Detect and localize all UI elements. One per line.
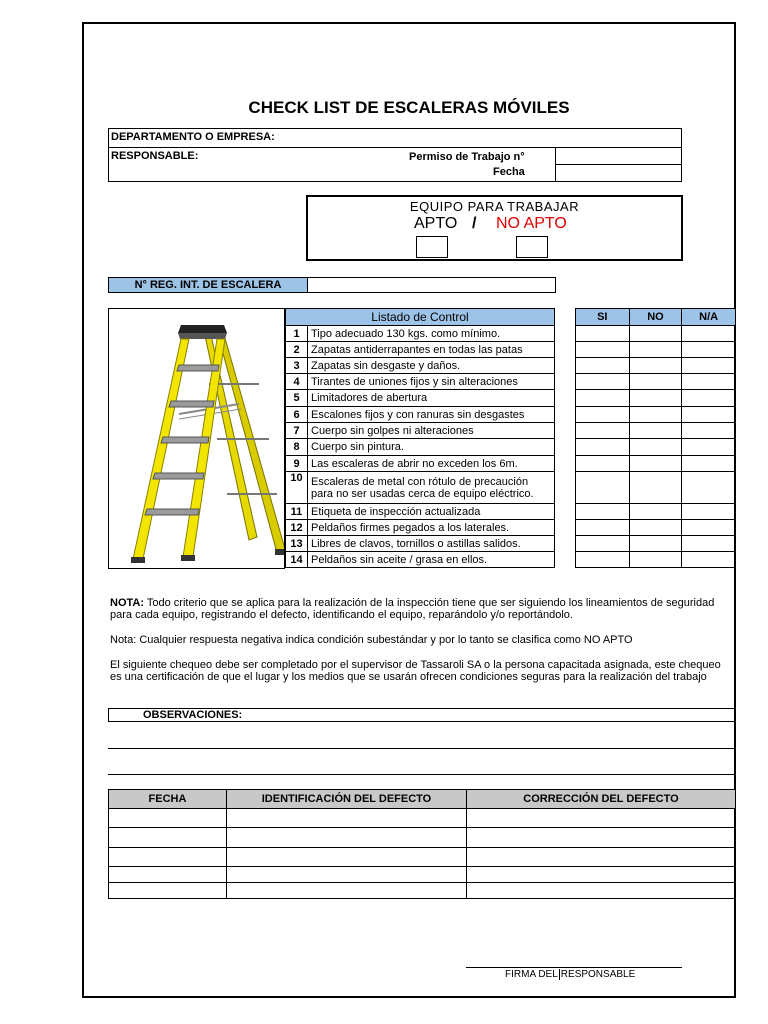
control-item: Limitadores de abertura bbox=[308, 390, 555, 407]
item-number: 12 bbox=[286, 520, 308, 536]
nota-text: Todo criterio que se aplica para la realización de la inspección tiene que ser siguiendo los lineamientos de seguridad para cada equipo, registrando el defecto, identificando el equipo, reparándolo y/o reportándolo. bbox=[110, 597, 715, 621]
answer-no-cell[interactable] bbox=[629, 552, 682, 568]
defect-ident-cell[interactable] bbox=[227, 883, 467, 899]
item-number: 14 bbox=[286, 552, 308, 568]
col-correccion: CORRECCIÓN DEL DEFECTO bbox=[467, 790, 736, 809]
equipo-title: EQUIPO PARA TRABAJAR bbox=[409, 199, 580, 214]
answer-si-cell[interactable] bbox=[576, 342, 630, 358]
nota3-paragraph: El siguiente chequeo debe ser completado por el supervisor de Tassaroli SA o la persona capacitada asignada, este chequeo es una certificación de que el lugar y los medios que se usarán ofrecen condiciones seguras para la realización del trabajo bbox=[110, 659, 721, 683]
defect-fecha-cell[interactable] bbox=[109, 867, 227, 883]
ladder-illustration bbox=[109, 309, 284, 568]
firma-part1: FIRMA DEL bbox=[505, 969, 558, 980]
answer-si-cell[interactable] bbox=[576, 439, 630, 456]
defect-corr-cell[interactable] bbox=[467, 828, 736, 848]
equipo-box bbox=[306, 195, 683, 261]
answer-no-cell[interactable] bbox=[629, 390, 682, 407]
fecha-label: Fecha bbox=[493, 166, 525, 178]
answer-no-cell[interactable] bbox=[629, 342, 682, 358]
control-item: Peldaños firmes pegados a los laterales. bbox=[308, 520, 555, 536]
answer-si-cell[interactable] bbox=[576, 536, 630, 552]
col-si: SI bbox=[576, 309, 630, 326]
divider bbox=[109, 147, 681, 148]
item-number: 5 bbox=[286, 390, 308, 407]
col-identificacion: IDENTIFICACIÓN DEL DEFECTO bbox=[227, 790, 467, 809]
answer-na-cell[interactable] bbox=[682, 536, 736, 552]
answer-na-cell[interactable] bbox=[682, 504, 736, 520]
defect-fecha-cell[interactable] bbox=[109, 828, 227, 848]
responsable-field[interactable] bbox=[209, 149, 399, 163]
control-item: Tirantes de uniones fijos y sin alteraciones bbox=[308, 374, 555, 390]
answer-na-cell[interactable] bbox=[682, 439, 736, 456]
item-number: 4 bbox=[286, 374, 308, 390]
answer-na-cell[interactable] bbox=[682, 407, 736, 423]
answer-na-cell[interactable] bbox=[682, 358, 736, 374]
firma-label bbox=[505, 969, 635, 980]
defect-fecha-cell[interactable] bbox=[109, 883, 227, 899]
answer-si-cell[interactable] bbox=[576, 407, 630, 423]
answer-na-cell[interactable] bbox=[682, 326, 736, 342]
control-item: Peldaños sin aceite / grasa en ellos. bbox=[308, 552, 555, 568]
defect-ident-cell[interactable] bbox=[227, 809, 467, 828]
departamento-label: DEPARTAMENTO O EMPRESA: bbox=[111, 131, 275, 143]
registro-label-text: N° REG. INT. DE ESCALERA bbox=[134, 279, 282, 291]
ladder-image bbox=[108, 308, 285, 569]
item-number: 10 bbox=[286, 472, 308, 504]
answer-na-cell[interactable] bbox=[682, 390, 736, 407]
firma-line[interactable] bbox=[466, 967, 682, 968]
answer-na-cell[interactable] bbox=[682, 423, 736, 439]
answer-na-cell[interactable] bbox=[682, 552, 736, 568]
registro-label bbox=[108, 277, 308, 293]
observaciones-box bbox=[108, 708, 736, 722]
col-na: N/A bbox=[682, 309, 736, 326]
control-item: Libres de clavos, tornillos o astillas salidos. bbox=[308, 536, 555, 552]
no-apto-label: NO APTO bbox=[496, 215, 567, 232]
answer-si-cell[interactable] bbox=[576, 552, 630, 568]
observaciones-line[interactable] bbox=[108, 748, 736, 749]
defect-corr-cell[interactable] bbox=[467, 867, 736, 883]
nota-paragraph bbox=[110, 597, 734, 621]
registro-field[interactable] bbox=[307, 277, 556, 293]
departamento-field[interactable] bbox=[287, 131, 679, 145]
answer-si-cell[interactable] bbox=[576, 456, 630, 472]
item-number: 11 bbox=[286, 504, 308, 520]
answer-si-cell[interactable] bbox=[576, 472, 630, 504]
permiso-label: Permiso de Trabajo n° bbox=[409, 151, 525, 163]
control-item: Las escaleras de abrir no exceden los 6m. bbox=[308, 456, 555, 472]
observaciones-label: OBSERVACIONES: bbox=[143, 709, 243, 721]
control-item: Escaleras de metal con rótulo de precaución para no ser usadas cerca de equipo eléctrico. bbox=[308, 472, 555, 504]
answer-si-cell[interactable] bbox=[576, 504, 630, 520]
permiso-field[interactable] bbox=[557, 149, 679, 163]
fecha-field[interactable] bbox=[557, 166, 679, 180]
nota-label: NOTA: bbox=[110, 597, 145, 609]
col-fecha: FECHA bbox=[109, 790, 227, 809]
divider bbox=[555, 164, 681, 165]
defects-table bbox=[108, 789, 736, 899]
answer-na-cell[interactable] bbox=[682, 374, 736, 390]
answer-no-cell[interactable] bbox=[629, 456, 682, 472]
answer-no-cell[interactable] bbox=[629, 423, 682, 439]
answer-na-cell[interactable] bbox=[682, 456, 736, 472]
answer-na-cell[interactable] bbox=[682, 342, 736, 358]
answer-na-cell[interactable] bbox=[682, 520, 736, 536]
defect-ident-cell[interactable] bbox=[227, 828, 467, 848]
item-number: 2 bbox=[286, 342, 308, 358]
answer-si-cell[interactable] bbox=[576, 326, 630, 342]
item-number: 3 bbox=[286, 358, 308, 374]
item-number: 7 bbox=[286, 423, 308, 439]
answer-no-cell[interactable] bbox=[629, 536, 682, 552]
apto-checkbox[interactable] bbox=[416, 236, 448, 258]
control-item: Zapatas sin desgaste y daños. bbox=[308, 358, 555, 374]
item-number: 6 bbox=[286, 407, 308, 423]
control-item: Escalones fijos y con ranuras sin desgastes bbox=[308, 407, 555, 423]
page-title: CHECK LIST DE ESCALERAS MÓVILES bbox=[248, 98, 570, 117]
answer-no-cell[interactable] bbox=[629, 439, 682, 456]
control-title: Listado de Control bbox=[286, 309, 555, 326]
answer-no-cell[interactable] bbox=[629, 504, 682, 520]
header-table bbox=[108, 128, 682, 182]
apto-label: APTO bbox=[414, 215, 458, 232]
answer-table bbox=[575, 308, 736, 568]
item-number: 13 bbox=[286, 536, 308, 552]
item-number: 1 bbox=[286, 326, 308, 342]
defect-corr-cell[interactable] bbox=[467, 848, 736, 867]
answer-no-cell[interactable] bbox=[629, 358, 682, 374]
control-item: Cuerpo sin pintura. bbox=[308, 439, 555, 456]
control-item: Cuerpo sin golpes ni alteraciones bbox=[308, 423, 555, 439]
item-number: 9 bbox=[286, 456, 308, 472]
control-item: Zapatas antiderrapantes en todas las patas bbox=[308, 342, 555, 358]
answer-si-cell[interactable] bbox=[576, 358, 630, 374]
control-item: Etiqueta de inspección actualizada bbox=[308, 504, 555, 520]
responsable-label: RESPONSABLE: bbox=[111, 150, 199, 162]
answer-no-cell[interactable] bbox=[629, 374, 682, 390]
answer-no-cell[interactable] bbox=[629, 407, 682, 423]
defect-corr-cell[interactable] bbox=[467, 809, 736, 828]
nota2-paragraph: Nota: Cualquier respuesta negativa indica condición subestándar y por lo tanto se clasifica como NO APTO bbox=[110, 634, 633, 646]
answer-si-cell[interactable] bbox=[576, 390, 630, 407]
control-table bbox=[285, 308, 555, 568]
answer-si-cell[interactable] bbox=[576, 520, 630, 536]
answer-no-cell[interactable] bbox=[629, 472, 682, 504]
slash-label: / bbox=[472, 215, 477, 232]
col-no: NO bbox=[629, 309, 682, 326]
observaciones-line[interactable] bbox=[108, 774, 736, 775]
answer-no-cell[interactable] bbox=[629, 326, 682, 342]
answer-si-cell[interactable] bbox=[576, 423, 630, 439]
defect-ident-cell[interactable] bbox=[227, 867, 467, 883]
answer-no-cell[interactable] bbox=[629, 520, 682, 536]
no-apto-checkbox[interactable] bbox=[516, 236, 548, 258]
defect-fecha-cell[interactable] bbox=[109, 848, 227, 867]
defect-corr-cell[interactable] bbox=[467, 883, 736, 899]
answer-na-cell[interactable] bbox=[682, 472, 736, 504]
answer-si-cell[interactable] bbox=[576, 374, 630, 390]
defect-ident-cell[interactable] bbox=[227, 848, 467, 867]
control-item: Tipo adecuado 130 kgs. como mínimo. bbox=[308, 326, 555, 342]
defect-fecha-cell[interactable] bbox=[109, 809, 227, 828]
item-number: 8 bbox=[286, 439, 308, 456]
firma-part2: RESPONSABLE bbox=[560, 969, 636, 980]
